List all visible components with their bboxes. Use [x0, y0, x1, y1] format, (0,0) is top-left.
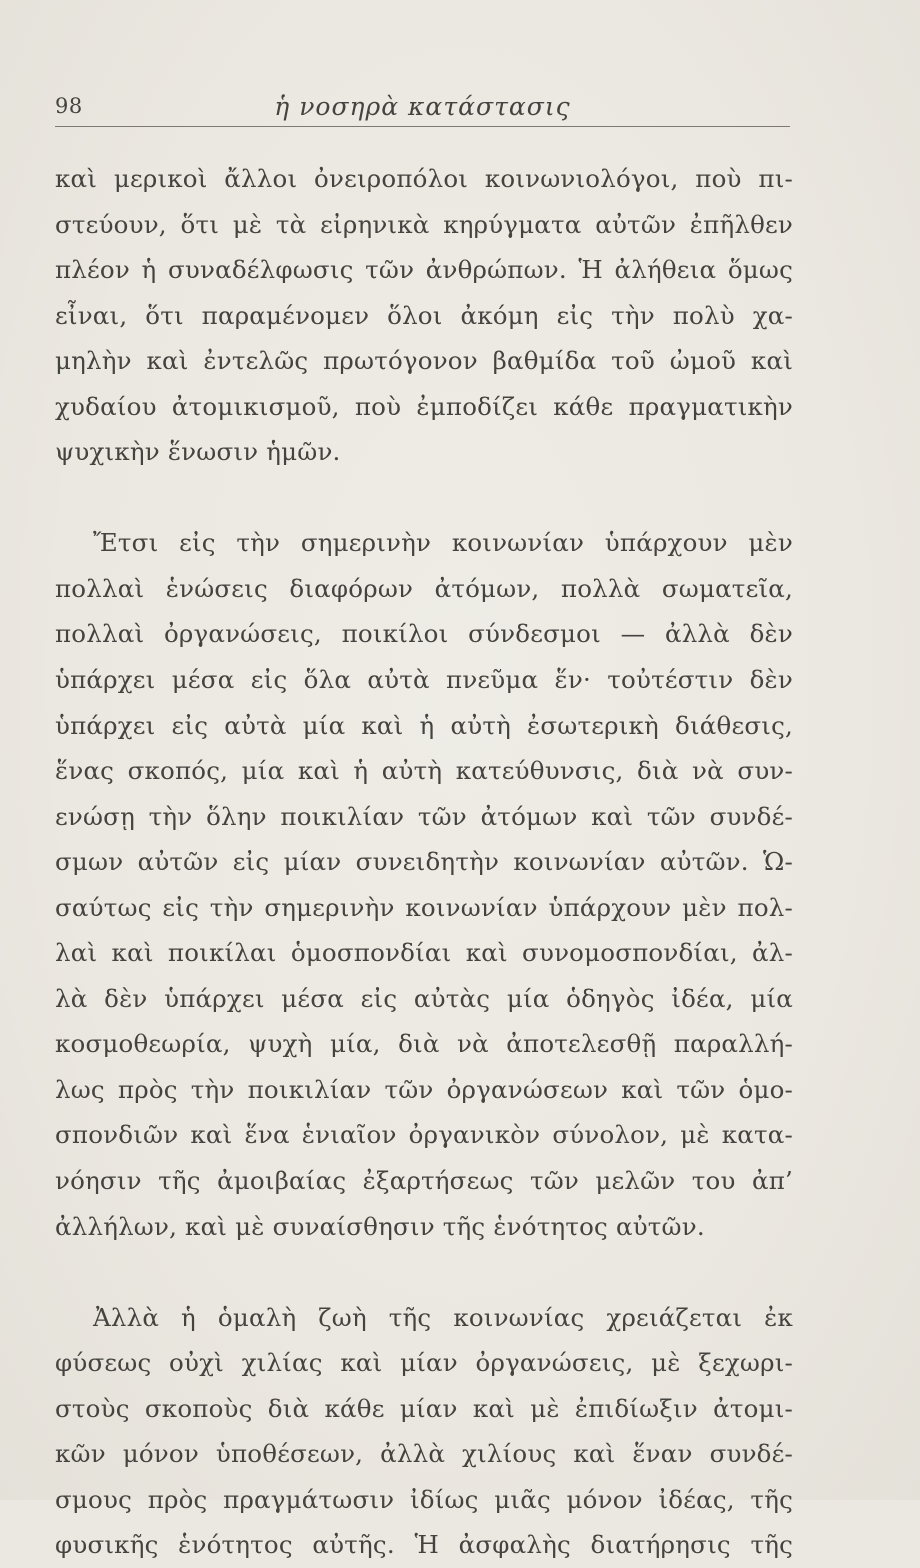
text-line: στεύουν, ὅτι μὲ τὰ εἰρηνικὰ κηρύγματα αὐτῶν ἐπῆλθεν [55, 209, 793, 239]
text-line: Ἀλλὰ ἡ ὁμαλὴ ζωὴ τῆς κοινωνίας χρειάζεται ἐκ [93, 1302, 793, 1332]
text-line: ενώσῃ τὴν ὅλην ποικιλίαν τῶν ἀτόμων καὶ τῶν συνδέ- [55, 801, 793, 831]
text-line: ἕνας σκοπός, μία καὶ ἡ αὐτὴ κατεύθυνσις, διὰ νὰ συν- [55, 756, 793, 786]
text-line: μηλὴν καὶ ἐντελῶς πρωτόγονον βαθμίδα τοῦ ὠμοῦ καὶ [55, 346, 793, 376]
text-line: ψυχικὴν ἕνωσιν ἡμῶν. [55, 437, 341, 467]
text-line: σμους πρὸς πραγμάτωσιν ἰδίως μιᾶς μόνον ἰδέας, τῆς [55, 1484, 793, 1514]
paragraph-2 [55, 520, 793, 1249]
body-text [55, 156, 793, 1568]
text-line: ἀλλήλων, καὶ μὲ συναίσθησιν τῆς ἑνότητος αὐτῶν. [55, 1211, 705, 1241]
paragraph-gap [55, 475, 793, 521]
text-line: σμων αὐτῶν εἰς μίαν συνειδητὴν κοινωνίαν αὐτῶν. Ὡ- [55, 847, 793, 877]
header-rule [55, 126, 790, 127]
text-line: σαύτως εἰς τὴν σημερινὴν κοινωνίαν ὑπάρχουν μὲν πολ- [55, 892, 793, 922]
page-header [55, 90, 790, 126]
text-line: πολλαὶ ὀργανώσεις, ποικίλοι σύνδεσμοι — ἀλλὰ δὲν [55, 619, 793, 649]
text-line: πολλαὶ ἑνώσεις διαφόρων ἀτόμων, πολλὰ σωματεῖα, [55, 573, 793, 603]
text-line: φύσεως οὐχὶ χιλίας καὶ μίαν ὀργανώσεις, μὲ ξεχωρι- [55, 1348, 793, 1378]
text-line: σπονδιῶν καὶ ἕνα ἑνιαῖον ὀργανικὸν σύνολον, μὲ κατα- [55, 1120, 793, 1150]
text-line: εἶναι, ὅτι παραμένομεν ὅλοι ἀκόμη εἰς τὴν πολὺ χα- [55, 300, 793, 330]
paragraph-1 [55, 156, 793, 475]
text-line: νόησιν τῆς ἀμοιβαίας ἐξαρτήσεως τῶν μελῶν του ἀπ’ [55, 1166, 793, 1196]
text-line: λως πρὸς τὴν ποικιλίαν τῶν ὀργανώσεων καὶ τῶν ὁμο- [55, 1074, 793, 1104]
text-line: κῶν μόνον ὑποθέσεων, ἀλλὰ χιλίους καὶ ἕναν συνδέ- [55, 1439, 793, 1469]
paragraph-gap [55, 1249, 793, 1295]
text-line: ὑπάρχει μέσα εἰς ὅλα αὐτὰ πνεῦμα ἕν· τοὐτέστιν δὲν [55, 665, 793, 695]
paragraph-3 [55, 1295, 793, 1568]
text-line: λὰ δὲν ὑπάρχει μέσα εἰς αὐτὰς μία ὁδηγὸς ἰδέα, μία [55, 983, 793, 1013]
text-line: πλέον ἡ συναδέλφωσις τῶν ἀνθρώπων. Ἡ ἀλήθεια ὅμως [55, 255, 793, 285]
text-line: κοσμοθεωρία, ψυχὴ μία, διὰ νὰ ἀποτελεσθῇ παραλλή- [55, 1029, 793, 1059]
text-line: καὶ μερικοὶ ἄλλοι ὀνειροπόλοι κοινωνιολόγοι, ποὺ πι- [55, 164, 793, 193]
text-line: στοὺς σκοποὺς διὰ κάθε μίαν καὶ μὲ ἐπιδίωξιν ἀτομι- [55, 1393, 793, 1423]
text-line: ὑπάρχει εἰς αὐτὰ μία καὶ ἡ αὐτὴ ἐσωτερικὴ διάθεσις, [55, 710, 793, 740]
text-line: λαὶ καὶ ποικίλαι ὁμοσπονδίαι καὶ συνομοσπονδίαι, ἀλ- [55, 938, 793, 968]
text-line: Ἔτσι εἰς τὴν σημερινὴν κοινωνίαν ὑπάρχουν μὲν [93, 528, 793, 558]
text-line: χυδαίου ἀτομικισμοῦ, ποὺ ἐμποδίζει κάθε πραγματικὴν [55, 391, 793, 421]
running-title: ἡ νοσηρὰ κατάστασις [274, 92, 571, 121]
page-number: 98 [55, 94, 83, 118]
text-line: φυσικῆς ἑνότητος αὐτῆς. Ἡ ἀσφαλὴς διατήρησις τῆς [55, 1530, 793, 1560]
